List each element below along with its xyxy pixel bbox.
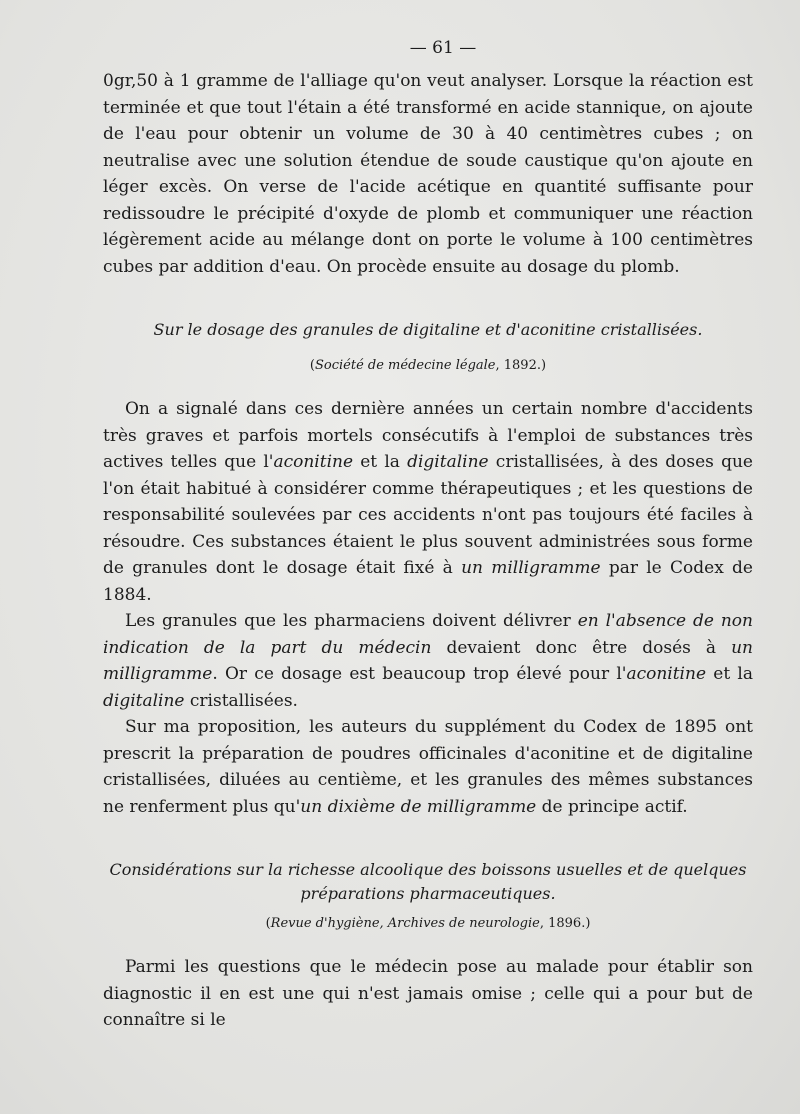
paragraph-continued: 0gr,50 à 1 gramme de l'alliage qu'on veut analyser. Lorsque la réaction est terminée et que tout l'étain a été transformé en acide stannique, on ajoute de l'eau pour obtenir un volume de 30 à 40 centimètres cubes ; on neutralise avec une solution étendue de soude caustique qu'on ajoute en léger excès. On verse de l'acide acétique en quantité suffisante pour redissoudre le précipité d'oxyde de plomb et communiquer une réaction légèrement acide au mélange dont on porte le volume à 100 centimètres cubes par addition d'eau. On procède ensuite au dosage du plomb. <box>103 71 753 277</box>
section-heading-digitaline: Sur le dosage des granules de digitaline et d'aconitine cristallisées. <box>153 320 703 339</box>
text-run: On a signalé dans ces dernière années un certain nombre d'accidents très graves et parfois mortels consécutifs à l'emploi de substances très actives telles que l' <box>103 399 753 472</box>
italic-term: en l'absence de non indication de la part du médecin <box>103 611 753 658</box>
paragraph-proposition <box>103 714 753 820</box>
section-source-alcool: (Revue d'hygiène, Archives de neurologie, 1896.) <box>265 916 591 931</box>
text-run: et la <box>706 664 753 684</box>
italic-term: digitaline <box>103 690 185 711</box>
text-run: de principe actif. <box>536 796 688 817</box>
paragraph-questions: Parmi les questions que le médecin pose au malade pour établir son diagnostic il en est une qui n'est jamais omise ; celle qui a pour but de connaître si le <box>103 957 753 1030</box>
section-source-digitaline: (Société de médecine légale, 1892.) <box>309 358 547 373</box>
text-run: . Or ce dosage est beaucoup trop élevé pour l' <box>212 664 627 684</box>
source-name: Revue d'hygiène, Archives de neurologie <box>270 916 540 931</box>
italic-term: digitaline <box>407 452 489 472</box>
text-run: par le Codex de 1884. <box>103 558 753 605</box>
section-heading-alcool <box>103 858 753 906</box>
heading-line: Considérations sur la richesse alcoolique des boissons usuelles et de quelques <box>109 860 747 879</box>
text-run: Les granules que les pharmaciens doivent délivrer <box>125 611 578 631</box>
text-run: cristallisées, à des doses que l'on était habitué à considérer comme thérapeutiques ; et les questions de responsabilité soulevées par ces accidents n'ont pas toujours été faciles à résoudre. Ces substances étaient le plus souvent administrées sous forme de granules dont le dosage était fixé à <box>103 452 753 578</box>
italic-term: un milligramme <box>103 637 754 684</box>
page-content <box>103 38 753 1034</box>
text-run: et la <box>353 452 408 472</box>
italic-term: un dixième de milligramme <box>300 796 537 817</box>
italic-term: aconitine <box>626 664 707 684</box>
text-run: cristallisées. <box>184 690 298 711</box>
text-run: devaient donc être dosés à <box>431 637 732 658</box>
source-year: 1896 <box>548 916 582 931</box>
source-name: Société de médecine légale <box>314 358 496 373</box>
page-number: — 61 — <box>409 38 477 58</box>
italic-term: aconitine <box>273 452 354 472</box>
source-year: 1892 <box>503 358 537 373</box>
paragraph-accidents <box>103 396 753 608</box>
paragraph-granules <box>103 608 753 714</box>
heading-line: préparations pharmaceutiques. <box>300 884 556 903</box>
text-run: Sur ma proposition, les auteurs du supplément du Codex de 1895 ont prescrit la préparation de poudres officinales d'aconitine et de digitaline cristallisées, diluées au centième, et les granules des mêmes substances ne renferment plus qu' <box>103 717 753 817</box>
italic-term: un milligramme <box>461 558 601 578</box>
